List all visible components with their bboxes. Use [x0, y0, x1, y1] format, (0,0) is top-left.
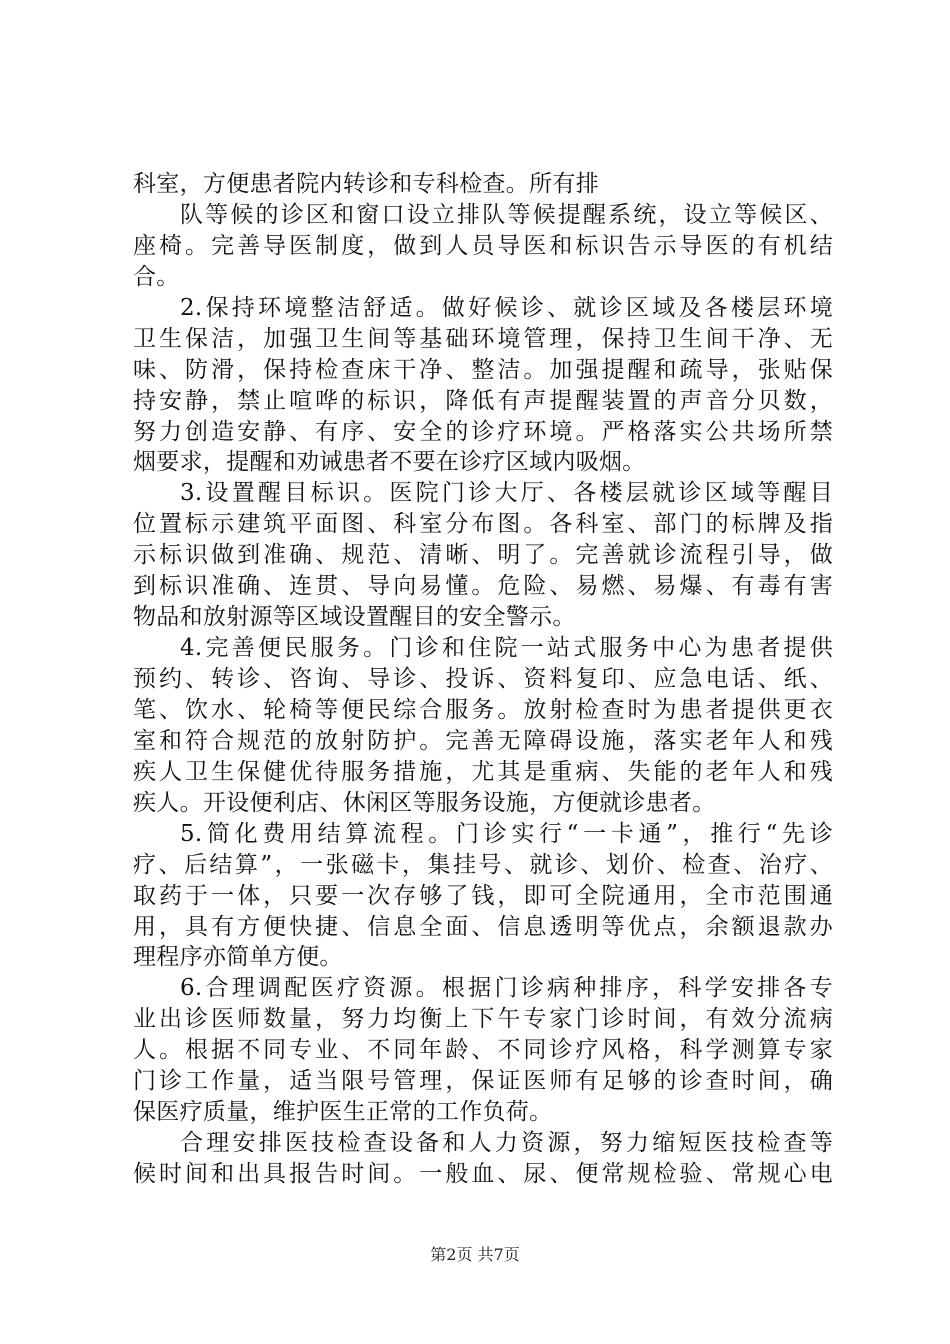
paragraph-line: 用，具有方便快捷、信息全面、信息透明等优点，余额退款办 — [133, 914, 833, 940]
paragraph-line: 6.合理调配医疗资源。根据门诊病种排序，科学安排各专 — [180, 975, 833, 1001]
paragraph-line: 取药于一体，只要一次存够了钱，即可全院通用，全市范围通 — [133, 883, 833, 909]
paragraph-line: 到标识准确、连贯、导向易懂。危险、易燃、易爆、有毒有害 — [133, 573, 833, 599]
paragraph-line: 疾人。开设便利店、休闲区等服务设施，方便就诊患者。 — [133, 790, 716, 816]
paragraph-line: 理程序亦简单方便。 — [133, 944, 343, 970]
paragraph-line: 3.设置醒目标识。医院门诊大厅、各楼层就诊区域等醒目 — [180, 480, 833, 506]
paragraph-line: 预约、转诊、咨询、导诊、投诉、资料复印、应急电话、纸、 — [133, 666, 833, 692]
paragraph-line: 努力创造安静、有序、安全的诊疗环境。严格落实公共场所禁 — [133, 419, 833, 445]
paragraph-line: 室和符合规范的放射防护。完善无障碍设施，落实老年人和残 — [133, 728, 833, 754]
paragraph-line: 保医疗质量，维护医生正常的工作负荷。 — [133, 1099, 553, 1125]
paragraph-line: 座椅。完善导医制度，做到人员导医和标识告示导医的有机结 — [133, 233, 833, 259]
paragraph-line: 合。 — [133, 264, 180, 290]
paragraph-line: 候时间和出具报告时间。一般血、尿、便常规检验、常规心电 — [133, 1161, 833, 1187]
paragraph-line: 业出诊医师数量，努力均衡上下午专家门诊时间，有效分流病 — [133, 1006, 833, 1032]
paragraph-line: 疾人卫生保健优待服务措施，尤其是重病、失能的老年人和残 — [133, 759, 833, 785]
paragraph-line: 烟要求，提醒和劝诫患者不要在诊疗区域内吸烟。 — [133, 449, 646, 475]
paragraph-line: 5.简化费用结算流程。门诊实行“一卡通”，推行“先诊 — [180, 821, 833, 847]
paragraph-line: 持安静，禁止喧哗的标识，降低有声提醒装置的声音分贝数， — [133, 388, 833, 414]
page-footer: 第2页 共7页 — [430, 1245, 520, 1264]
paragraph-line: 门诊工作量，适当限号管理，保证医师有足够的诊查时间，确 — [133, 1068, 833, 1094]
paragraph-line: 笔、饮水、轮椅等便民综合服务。放射检查时为患者提供更衣 — [133, 697, 833, 723]
paragraph-line: 位置标示建筑平面图、科室分布图。各科室、部门的标牌及指 — [133, 511, 833, 537]
paragraph-line: 疗、后结算”，一张磁卡，集挂号、就诊、划价、检查、治疗、 — [133, 852, 833, 878]
paragraph-line: 卫生保洁，加强卫生间等基础环境管理，保持卫生间干净、无 — [133, 326, 833, 352]
paragraph-line: 示标识做到准确、规范、清晰、明了。完善就诊流程引导，做 — [133, 542, 833, 568]
paragraph-line: 科室，方便患者院内转诊和专科检查。所有排 — [133, 171, 599, 197]
paragraph-line: 物品和放射源等区域设置醒目的安全警示。 — [133, 604, 576, 630]
paragraph-line: 人。根据不同专业、不同年龄、不同诊疗风格，科学测算专家 — [133, 1037, 833, 1063]
paragraph-line: 队等候的诊区和窗口设立排队等候提醒系统，设立等候区、 — [180, 202, 833, 228]
paragraph-line: 2.保持环境整洁舒适。做好候诊、就诊区域及各楼层环境 — [180, 295, 833, 321]
paragraph-line: 合理安排医技检查设备和人力资源，努力缩短医技检查等 — [180, 1130, 833, 1156]
paragraph-line: 4.完善便民服务。门诊和住院一站式服务中心为患者提供 — [180, 635, 833, 661]
paragraph-line: 味、防滑，保持检查床干净、整洁。加强提醒和疏导，张贴保 — [133, 357, 833, 383]
